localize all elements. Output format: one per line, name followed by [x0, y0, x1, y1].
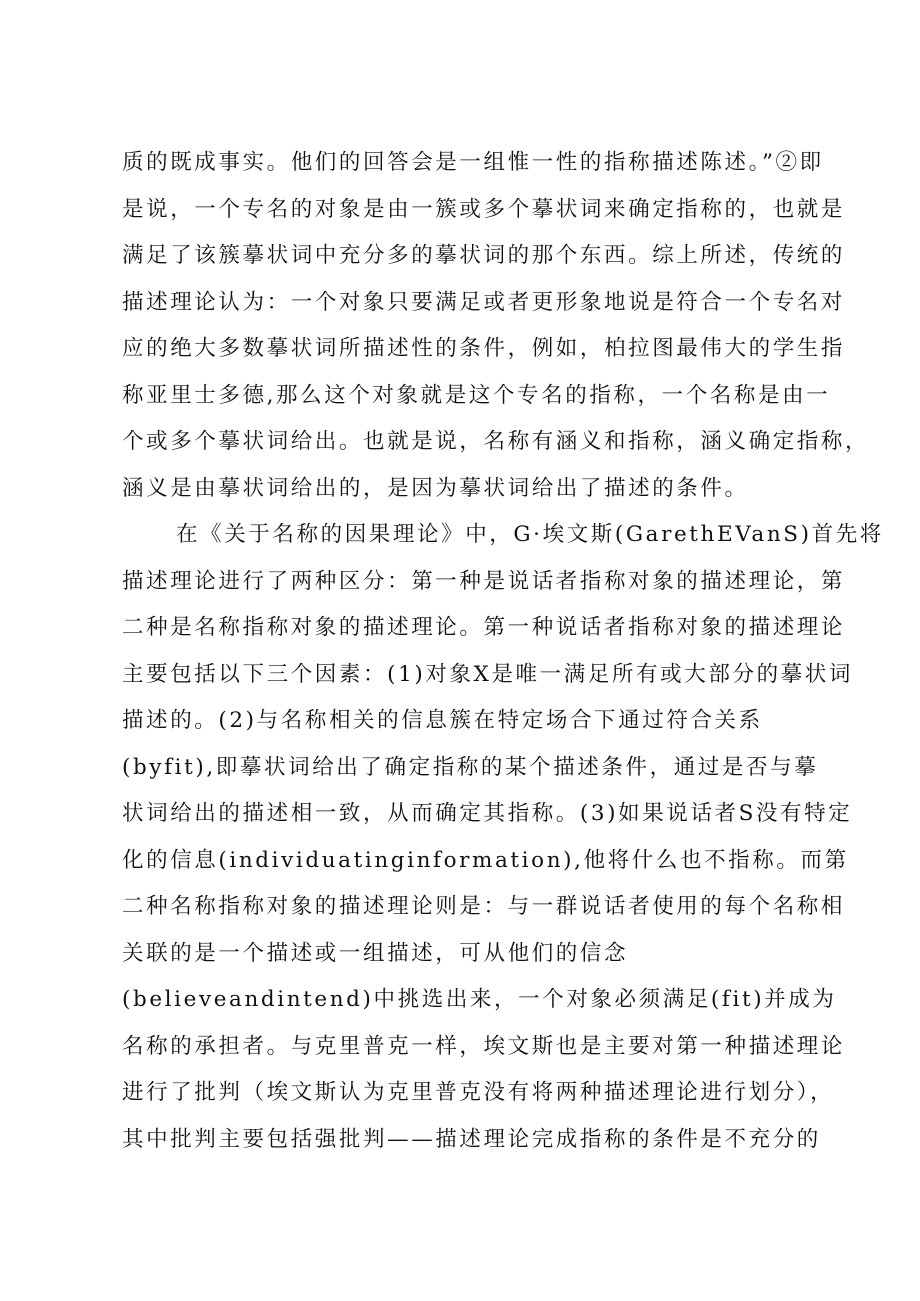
text-line: 描述理论进行了两种区分：第一种是说话者指称对象的描述理论，第	[122, 568, 846, 594]
text-line: 描述的。(2)与名称相关的信息簇在特定场合下通过符合关系	[122, 708, 763, 733]
text-line: 满足了该簇摹状词中充分多的摹状词的那个东西。综上所述，传统的	[122, 243, 846, 268]
text-line: (byfit),即摹状词给出了确定指称的某个描述条件，通过是否与摹	[122, 754, 819, 780]
text-line: 化的信息(individuatinginformation),他将什么也不指称。而第	[122, 847, 849, 873]
text-line: 二种是名称指称对象的描述理论。第一种说话者指称对象的描述理论	[122, 615, 846, 640]
text-line: 主要包括以下三个因素：(1)对象X是唯一满足所有或大部分的摹状词	[122, 661, 853, 687]
body-text	[122, 140, 884, 1163]
text-line: 质的既成事实。他们的回答会是一组惟一性的指称描述陈述。”②即	[122, 150, 824, 175]
text-line: 其中批判主要包括强批判——描述理论完成指称的条件是不充分的	[122, 1126, 821, 1152]
text-line: 关联的是一个描述或一组描述，可从他们的信念	[122, 940, 629, 966]
text-line: (believeandintend)中挑选出来，一个对象必须满足(fit)并成为	[122, 987, 837, 1012]
text-line: 进行了批判（埃文斯认为克里普克没有将两种描述理论进行划分），	[122, 1080, 835, 1105]
text-line: 状词给出的描述相一致，从而确定其指称。(3)如果说话者S没有特定	[122, 801, 853, 826]
paragraph-start-line: 在《关于名称的因果理论》中，G·埃文斯(GarethEVanS)首先将	[176, 522, 884, 547]
text-line: 二种名称指称对象的描述理论则是：与一群说话者使用的每个名称相	[122, 894, 846, 919]
text-line: 应的绝大多数摹状词所描述性的条件，例如，柏拉图最伟大的学生指	[122, 336, 846, 361]
text-line: 是说，一个专名的对象是由一簇或多个摹状词来确定指称的，也就是	[122, 196, 846, 222]
text-line: 涵义是由摹状词给出的，是因为摹状词给出了描述的条件。	[122, 475, 749, 501]
text-line: 称亚里士多德,那么这个对象就是这个专名的指称，一个名称是由一	[122, 382, 831, 408]
text-line: 个或多个摹状词给出。也就是说，名称有涵义和指称，涵义确定指称，	[122, 429, 870, 454]
text-line: 名称的承担者。与克里普克一样，埃文斯也是主要对第一种描述理论	[122, 1033, 846, 1059]
text-line: 描述理论认为：一个对象只要满足或者更形象地说是符合一个专名对	[122, 289, 846, 315]
